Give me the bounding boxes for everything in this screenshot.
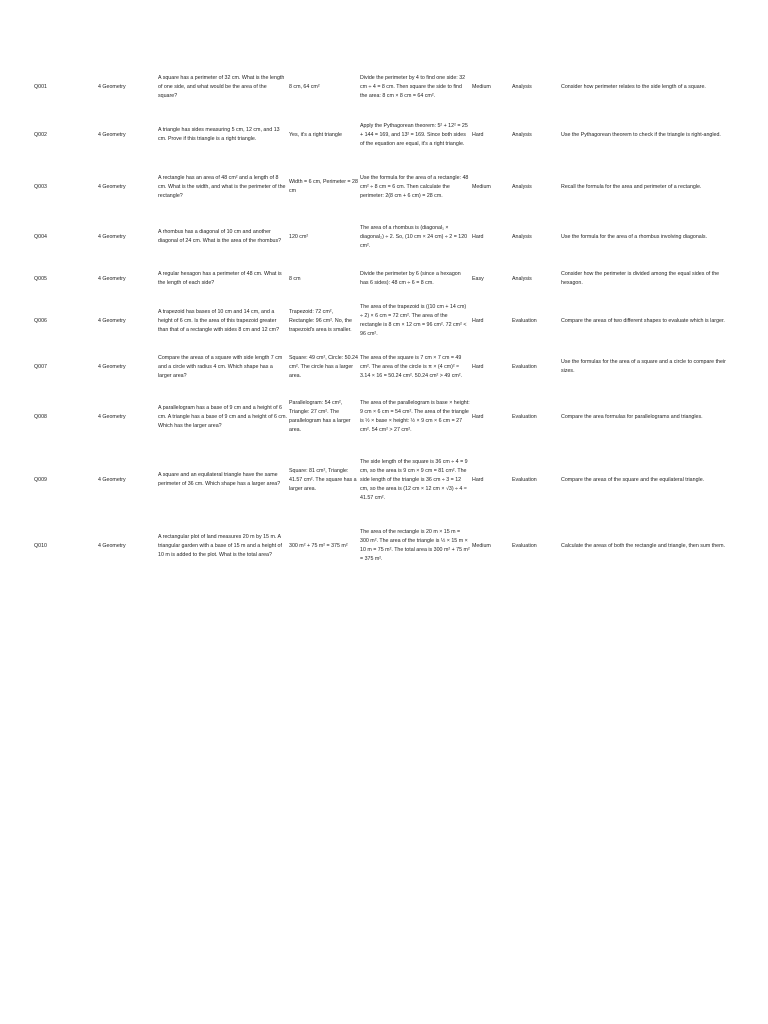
cell-id: Q007 <box>34 363 47 370</box>
cell-hint: Use the formula for the area of a rhombus involving diagonals. <box>561 233 708 240</box>
cell-id: Q004 <box>34 233 47 240</box>
cell-hint: Recall the formula for the area and perimeter of a rectangle. <box>561 183 702 190</box>
cell-question: A rectangular plot of land measures 20 m by 15 m. A triangular garden with a base of 15 m and a height of 10 m is added to the plot. What is the total area? <box>158 533 282 558</box>
cell-difficulty: Hard <box>472 363 484 370</box>
cell-cognitive-level: Evaluation <box>512 317 537 324</box>
spreadsheet <box>34 64 734 576</box>
cell-subject: 4 Geometry <box>98 233 126 240</box>
cell-cognitive-level: Analysis <box>512 83 532 90</box>
cell-difficulty: Medium <box>472 183 491 190</box>
cell-id: Q006 <box>34 317 47 324</box>
question-table <box>34 64 734 576</box>
cell-cognitive-level: Evaluation <box>512 476 537 483</box>
cell-subject: 4 Geometry <box>98 363 126 370</box>
table-row <box>34 160 734 214</box>
cell-answer: Square: 49 cm², Circle: 50.24 cm². The circle has a larger area. <box>289 354 358 379</box>
cell-answer: 300 m² + 75 m² = 375 m² <box>289 542 348 549</box>
cell-subject: 4 Geometry <box>98 183 126 190</box>
cell-id: Q010 <box>34 542 47 549</box>
table-row <box>34 298 734 344</box>
cell-cognitive-level: Analysis <box>512 275 532 282</box>
cell-answer: Trapezoid: 72 cm², Rectangle: 96 cm². No, the trapezoid's area is smaller. <box>289 308 353 333</box>
cell-explanation: The area of a rhombus is (diagonal₁ × diagonal₂) ÷ 2. So, (10 cm × 24 cm) ÷ 2 = 120 cm². <box>360 224 468 249</box>
cell-explanation: Divide the perimeter by 4 to find one side: 32 cm ÷ 4 = 8 cm. Then square the side to find the area: 8 cm × 8 cm = 64 cm². <box>360 74 466 99</box>
cell-question: A square and an equilateral triangle have the same perimeter of 36 cm. Which shape has a larger area? <box>158 472 281 487</box>
cell-difficulty: Hard <box>472 131 484 138</box>
cell-question: A parallelogram has a base of 9 cm and a height of 6 cm. A triangle has a base of 9 cm and a height of 6 cm. Which has the larger area? <box>158 404 287 429</box>
cell-answer: Yes, it's a right triangle <box>289 131 342 138</box>
cell-answer: 8 cm <box>289 275 301 282</box>
cell-answer: 120 cm² <box>289 233 309 240</box>
cell-question: A rectangle has an area of 48 cm² and a length of 8 cm. What is the width, and what is the perimeter of the rectangle? <box>158 174 286 199</box>
cell-explanation: The area of the square is 7 cm × 7 cm = 49 cm². The area of the circle is π × (4 cm)² ≈ 3.14 × 16 = 50.24 cm². 50.24 cm² > 49 cm². <box>360 354 463 379</box>
cell-difficulty: Medium <box>472 542 491 549</box>
cell-cognitive-level: Analysis <box>512 183 532 190</box>
cell-subject: 4 Geometry <box>98 413 126 420</box>
cell-answer: Width = 6 cm, Perimeter = 28 cm <box>289 179 358 194</box>
table-row <box>34 390 734 444</box>
cell-explanation: The area of the rectangle is 20 m × 15 m = 300 m². The area of the triangle is ½ × 15 m × 10 m = 75 m². The total area is 300 m² + 75 m² = 375 m². <box>360 529 470 562</box>
cell-difficulty: Hard <box>472 413 484 420</box>
cell-difficulty: Medium <box>472 83 491 90</box>
cell-hint: Calculate the areas of both the rectangle and triangle, then sum them. <box>561 542 726 549</box>
table-row <box>34 214 734 260</box>
table-row <box>34 64 734 110</box>
cell-id: Q003 <box>34 183 47 190</box>
table-row <box>34 260 734 298</box>
cell-subject: 4 Geometry <box>98 476 126 483</box>
cell-cognitive-level: Analysis <box>512 131 532 138</box>
cell-hint: Consider how perimeter relates to the side length of a square. <box>561 83 706 90</box>
cell-explanation: The side length of the square is 36 cm ÷ 4 = 9 cm, so the area is 9 cm × 9 cm = 81 cm². The side length of the triangle is 36 cm ÷ 3 = 12 cm, so the area is (12 cm × 12 cm × √3) ÷ 4 ≈ 41.57 cm². <box>360 458 468 501</box>
cell-hint: Consider how the perimeter is divided among the equal sides of the hexagon. <box>561 271 720 286</box>
cell-explanation: The area of the parallelogram is base × height: 9 cm × 6 cm = 54 cm². The area of the triangle is ½ × base × height: ½ × 9 cm × 6 cm = 27 cm². 54 cm² > 27 cm². <box>360 400 470 433</box>
cell-question: A square has a perimeter of 32 cm. What is the length of one side, and what would be the area of the square? <box>158 74 285 99</box>
cell-question: A regular hexagon has a perimeter of 48 cm. What is the length of each side? <box>158 271 282 286</box>
cell-hint: Compare the areas of two different shapes to evaluate which is larger. <box>561 317 725 324</box>
cell-question: A trapezoid has bases of 10 cm and 14 cm, and a height of 6 cm. Is the area of this trapezoid greater than that of a rectangle with sides 8 cm and 12 cm? <box>158 308 280 333</box>
cell-explanation: The area of the trapezoid is ((10 cm + 14 cm) ÷ 2) × 6 cm = 72 cm². The area of the rectangle is 8 cm × 12 cm = 96 cm². 72 cm² < 96 cm². <box>360 304 467 337</box>
cell-explanation: Divide the perimeter by 6 (since a hexagon has 6 sides): 48 cm ÷ 6 = 8 cm. <box>360 271 461 286</box>
cell-id: Q008 <box>34 413 47 420</box>
cell-hint: Use the Pythagorean theorem to check if the triangle is right-angled. <box>561 131 721 138</box>
cell-difficulty: Hard <box>472 233 484 240</box>
cell-id: Q005 <box>34 275 47 282</box>
cell-subject: 4 Geometry <box>98 542 126 549</box>
cell-difficulty: Easy <box>472 275 484 282</box>
cell-cognitive-level: Evaluation <box>512 413 537 420</box>
cell-hint: Use the formulas for the area of a square and a circle to compare their sizes. <box>561 359 726 374</box>
cell-subject: 4 Geometry <box>98 275 126 282</box>
table-row <box>34 444 734 516</box>
cell-id: Q001 <box>34 83 47 90</box>
cell-question: A rhombus has a diagonal of 10 cm and another diagonal of 24 cm. What is the area of the rhombus? <box>158 229 282 244</box>
cell-question: A triangle has sides measuring 5 cm, 12 cm, and 13 cm. Prove if this triangle is a right triangle. <box>158 127 280 142</box>
cell-id: Q002 <box>34 131 47 138</box>
cell-answer: Parallelogram: 54 cm², Triangle: 27 cm². The parallelogram has a larger area. <box>289 400 351 433</box>
cell-answer: Square: 81 cm², Triangle: 41.57 cm². The square has a larger area. <box>289 467 357 492</box>
cell-cognitive-level: Evaluation <box>512 363 537 370</box>
table-row <box>34 110 734 160</box>
cell-explanation: Use the formula for the area of a rectangle: 48 cm² ÷ 8 cm = 6 cm. Then calculate the perimeter: 2(8 cm + 6 cm) = 28 cm. <box>360 174 469 199</box>
cell-hint: Compare the areas of the square and the equilateral triangle. <box>561 476 705 483</box>
table-row <box>34 516 734 576</box>
cell-difficulty: Hard <box>472 317 484 324</box>
table-row <box>34 344 734 390</box>
cell-cognitive-level: Evaluation <box>512 542 537 549</box>
cell-subject: 4 Geometry <box>98 83 126 90</box>
cell-subject: 4 Geometry <box>98 317 126 324</box>
cell-explanation: Apply the Pythagorean theorem: 5² + 12² = 25 + 144 = 169, and 13² = 169. Since both sides of the equation are equal, it's a right triangle. <box>360 122 468 147</box>
cell-difficulty: Hard <box>472 476 484 483</box>
cell-subject: 4 Geometry <box>98 131 126 138</box>
cell-hint: Compare the area formulas for parallelograms and triangles. <box>561 413 703 420</box>
cell-id: Q009 <box>34 476 47 483</box>
cell-question: Compare the areas of a square with side length 7 cm and a circle with radius 4 cm. Which shape has a larger area? <box>158 354 283 379</box>
cell-answer: 8 cm, 64 cm² <box>289 83 320 90</box>
cell-cognitive-level: Analysis <box>512 233 532 240</box>
